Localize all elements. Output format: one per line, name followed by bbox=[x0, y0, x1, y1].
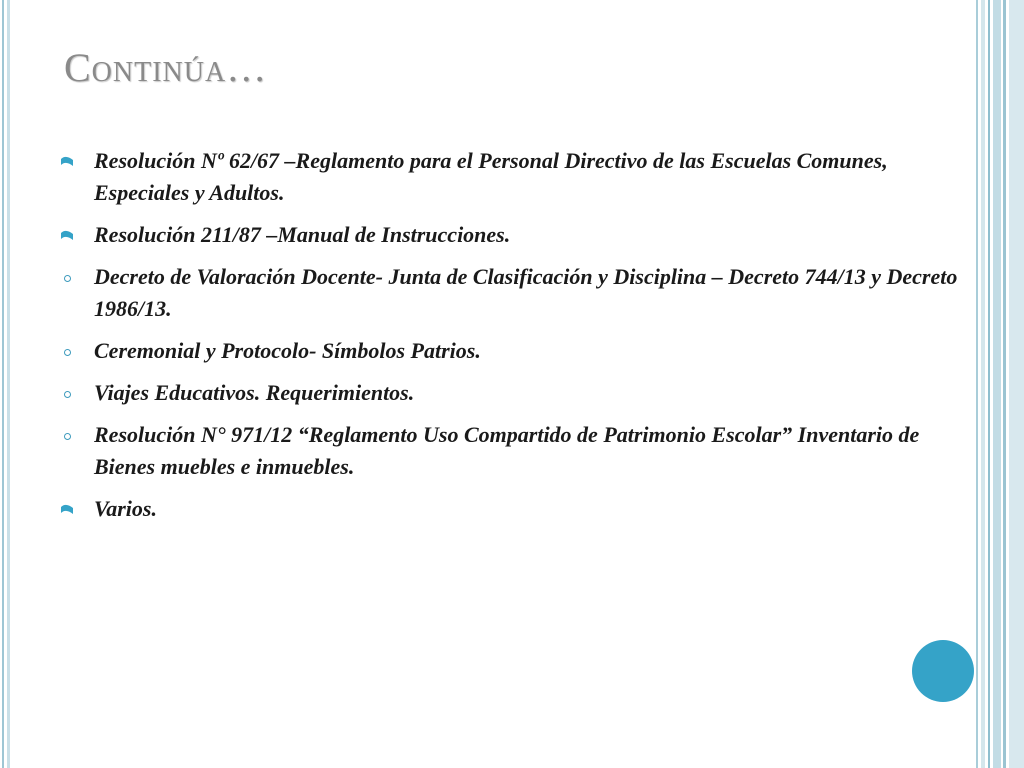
circle-bullet-icon bbox=[64, 349, 71, 356]
bullet-list bbox=[60, 145, 970, 535]
stripe bbox=[988, 0, 990, 768]
bullet-item bbox=[60, 419, 970, 483]
bullet-item bbox=[60, 335, 970, 367]
circle-bullet-icon bbox=[64, 433, 71, 440]
stripe bbox=[1003, 0, 1006, 768]
bullet-text: Varios. bbox=[94, 496, 157, 521]
bullet-item bbox=[60, 219, 970, 251]
stripe bbox=[993, 0, 1001, 768]
stripe bbox=[1009, 0, 1024, 768]
bullet-text: Resolución Nº 62/67 –Reglamento para el Personal Directivo de las Escuelas Comunes, Especiales y Adultos. bbox=[94, 148, 888, 205]
left-decorative-line bbox=[2, 0, 4, 768]
wave-bullet-icon bbox=[60, 504, 74, 516]
left-decorative-line bbox=[7, 0, 10, 768]
bullet-text: Decreto de Valoración Docente- Junta de Clasificación y Disciplina – Decreto 744/13 y Decreto 1986/13. bbox=[94, 264, 958, 321]
slide-title: Continúa… bbox=[64, 45, 268, 90]
stripe bbox=[976, 0, 978, 768]
bullet-text: Ceremonial y Protocolo- Símbolos Patrios. bbox=[94, 338, 481, 363]
bullet-text: Viajes Educativos. Requerimientos. bbox=[94, 380, 415, 405]
bullet-text: Resolución 211/87 –Manual de Instrucciones. bbox=[94, 222, 511, 247]
bullet-item bbox=[60, 145, 970, 209]
wave-bullet-icon bbox=[60, 156, 74, 168]
bullet-text: Resolución N° 971/12 “Reglamento Uso Compartido de Patrimonio Escolar” Inventario de Bienes muebles e inmuebles. bbox=[94, 422, 920, 479]
bullet-item bbox=[60, 261, 970, 325]
circle-bullet-icon bbox=[64, 391, 71, 398]
stripe bbox=[981, 0, 985, 768]
right-decorative-stripes bbox=[976, 0, 1024, 768]
bullet-item bbox=[60, 493, 970, 525]
wave-bullet-icon bbox=[60, 230, 74, 242]
accent-circle-decoration bbox=[912, 640, 974, 702]
circle-bullet-icon bbox=[64, 275, 71, 282]
bullet-item bbox=[60, 377, 970, 409]
